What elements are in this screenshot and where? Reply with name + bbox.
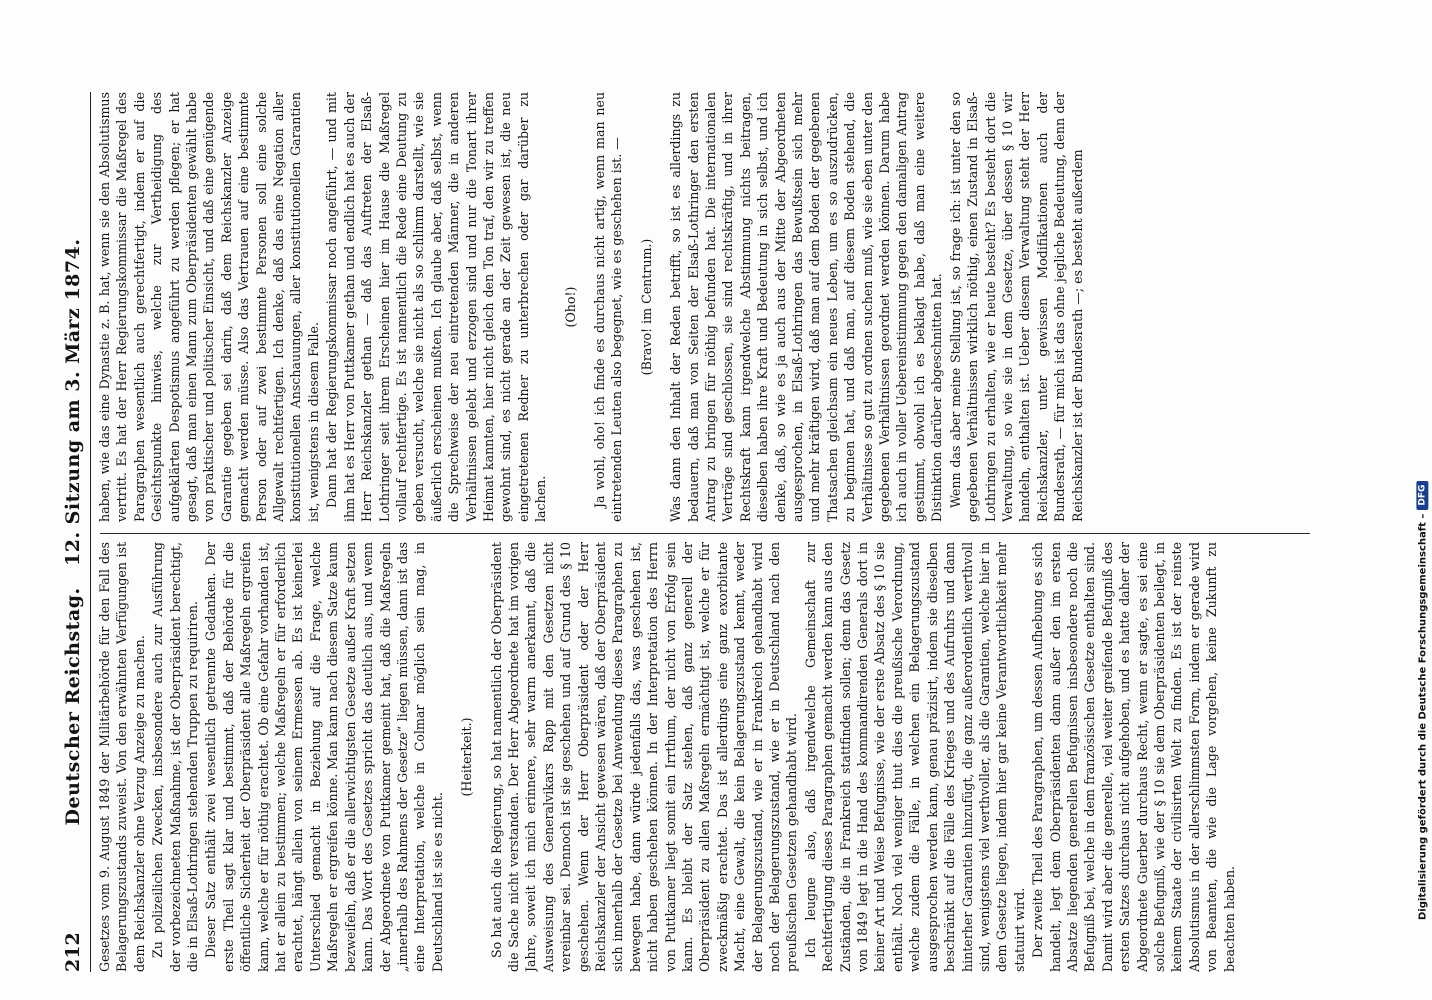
column-divider [100, 533, 1310, 534]
session-title: 12. Sitzung am 3. März 1874. [62, 238, 84, 566]
journal-title: Deutscher Reichstag. [62, 587, 84, 826]
paragraph: Wenn das aber meine Stellung ist, so frage ich: ist unter den so gegebenen Verhältnissen wirklich nöthig, einen Zustand in Elsaß-Lothringen zu erhalten, wie er heute besteht? Es besteht dort die Verwaltung, so wie sie in dem Gesetze, über dessen § 10 wir handeln, enthalten ist. Ueber diesem Verwaltung steht der Herr Reichskanzler, unter gewissen Modifikationen auch der Bundesrath, — für mich ist das ohne jegliche Bedeutung, denn der Reichskanzler ist der Bundesrath —; es besteht außerdem [947, 92, 1085, 522]
paragraph: Dann hat der Regierungskommissar noch angeführt, — und mit ihm hat es Herr von Puttkamer gethan und endlich hat es auch der Herr Reichskanzler gethan — daß das Auftreten der Elsaß-Lothringer seit ihrem Erscheinen hier im Hause die Maßregel vollauf rechtfertige. Es ist namentlich die Rede eine Deutung zu geben versucht, welche sie nicht als so schlimm darstellt, wie sie äußerlich erscheinen mußten. Ich glaube aber, daß selbst, wenn die Sprechweise der neu eintretenden Männer, die in anderen Verhältnissen gelebt und erzogen sind und nur die Tonart ihrer Heimat kannten, hier nicht gleich den Ton traf, den wir zu treffen gewohnt sind, es nicht gerade an der Zeit gewesen ist, die neu eingetretenen Redner zu unterbrechen oder gar darüber zu lachen. [324, 92, 549, 522]
paragraph: Zu polizeilichen Zwecken, insbesondere auch zur Ausführung der vorbezeichneten Maßnahme, ist der Oberpräsident berechtigt, die in Elsaß-Lothringen stehenden Truppen zu requiriren. [150, 542, 201, 972]
page-header [58, 92, 91, 972]
running-title [62, 92, 84, 972]
paragraph: Was dann den Inhalt der Reden betrifft, so ist es allerdings zu bedauern, daß man von Seiten der Elsaß-Lothringer den ersten Antrag zu bringen für nöthig befunden hat. Die internationalen Verträge sind geschlossen, sie sind rechtskräftig, und in ihrer Rechtskraft kann irgendwelche Abstimmung nichts beitragen, dieselben haben ihre Kraft und Bedeutung in sich selbst, und ich denke, daß, so wie es ja auch aus der Mitte der Abgeordneten ausgesprochen, in Elsaß-Lothringen das Bewußtsein sich mehr und mehr kräftigen wird, daß man auf dem Boden der gegebenen Thatsachen gleichsam ein neues Leben, um es so auszudrücken, zu beginnen hat, und daß man, auf diesem Boden stehend, die Verhältnisse so gut zu ordnen suchen muß, wie sie eben unter den gegebenen Verhältnissen geordnet werden können. Darum habe ich auch in voller Uebereinstimmung gegen den damaligen Antrag gestimmt, obwohl ich es beklagt habe, daß man eine weitere Distinktion darüber abgeschnitten hat. [668, 92, 945, 522]
digitization-credit [1416, 481, 1428, 920]
page-number: 212 [62, 932, 84, 972]
paragraph: Gesetzes vom 9. August 1849 der Militärbehörde für den Fall des Belagerungszustands zuweist. Von den erwähnten Verfügungen ist dem Reichskanzler ohne Verzug Anzeige zu machen. [97, 542, 147, 972]
paragraph: Dieser Satz enthält zwei wesentlich getrennte Gedanken. Der erste Theil sagt klar und bestimmt, daß der Behörde für die öffentliche Sicherheit der Oberpräsident alle Maßregeln ergreifen kann, welche er für nöthig erachtet. Ob eine Gefahr vorhanden ist, hat er allein zu bestimmen; welche Maßregeln er für erforderlich erachtet, hängt allein von seinem Ermessen ab. Es ist keinerlei Unterschied gemacht in Beziehung auf die Frage, welche Maßregeln er ergreifen könne. Man kann nach diesem Satze kaum bezweifeln, daß er die allerwichtigsten Gesetze außer Kraft setzen kann. Das Wort des Gesetzes spricht das deutlich aus, und wenn der Abgeordnete von Puttkamer gemeint hat, daß die Maßregeln „innerhalb des Rahmens der Gesetze“ liegen müssen, dann ist das eine Interpretation, welche in Colmar möglich sein mag, in Deutschland ist sie es nicht. [203, 542, 445, 972]
paragraph: Ja wohl, oho! ich finde es durchaus nicht artig, wenn man neu eintretenden Leuten also begegnet, wie es geschehen ist. — [591, 92, 625, 522]
interjection: (Oho!) [562, 286, 578, 328]
paragraph: So hat auch die Regierung, so hat namentlich der Oberpräsident die Sache nicht verstanden. Der Herr Abgeordnete hat im vorigen Jahre, soweit ich mich erinnere, sehr warm anerkannt, daß die Ausweisung des Generalvikars Rapp mit den Gesetzen nicht vereinbar sei. Dennoch ist sie geschehen und auf Grund des § 10 geschehen. Wenn der Herr Oberpräsident oder der Herr Reichskanzler der Ansicht gewesen wären, daß der Oberpräsident sich innerhalb der Gesetze bei Anwendung dieses Paragraphen zu bewegen habe, dann würde jedenfalls das, was geschehen ist, nicht haben geschehen können. In der Interpretation des Herrn von Puttkamer liegt somit ein Irrthum, der nicht von Erfolg sein kann. Es bleibt der Satz stehen, daß ganz generell der Oberpräsident zu allen Maßregeln ermächtigt ist, welche er für zweckmäßig erachtet. Das ist allerdings eine ganz exorbitante Macht, eine Gewalt, die kein Belagerungszustand kennt, weder der Belagerungszustand, wie er in Frankreich gehandhabt wird noch der Belagerungszustand, wie er in Deutschland nach den preußischen Gesetzen gehandhabt wird. [488, 542, 800, 972]
credit-text: Digitalisierung gefördert durch die Deutsche Forschungsgemeinschaft – [1416, 513, 1428, 920]
dfg-logo: DFG [1416, 481, 1428, 510]
left-text-column [96, 542, 1318, 972]
interjection: (Heiterkeit.) [459, 717, 475, 797]
interjection: (Bravo! im Centrum.) [638, 238, 654, 376]
right-text-column [96, 92, 1318, 522]
paragraph: Der zweite Theil des Paragraphen, um dessen Aufhebung es sich handelt, legt dem Oberpräsidenten dann außer den im ersten Absatze liegenden generellen Befugnissen insbesondere noch die Befugniß bei, welche in dem französischen Gesetze enthalten sind. Damit wird aber die generelle, viel weiter greifende Befugniß des ersten Satzes durchaus nicht aufgehoben, und es hatte daher der Abgeordnete Guerber durchaus Recht, wenn er sagte, es sei eine solche Befugniß, wie der § 10 sie dem Oberpräsidenten beilegt, in keinem Staate der civilisirten Welt zu finden. Es ist der reinste Absolutismus in der allerschlimmsten Form, indem er gerade wird von Beamten, die wie die Lage vorgehen, keine Zukunft zu beachten haben. [1030, 542, 1237, 972]
paragraph: Ich leugne also, daß irgendwelche Gemeinschaft zur Rechtfertigung dieses Paragraphen gemacht werden kann aus den Zuständen, die in Frankreich stattfinden sollen; denn das Gesetz von 1849 legt in die Hand des kommandirenden Generals dort in keiner Art und Weise Befugnisse, wie der erste Absatz des § 10 sie enthält. Noch viel weniger thut dies die preußische Verordnung, welche zudem die Fälle, in welchen ein Belagerungszustand ausgesprochen werden kann, genau präzisirt, indem sie dieselben beschränkt auf die Fälle des Krieges und des Aufruhrs und dann hinterher Garantien hinzufügt, die ganz außerordentlich werthvoll sind, wenigstens viel werthvoller, als die Garantien, welche hier in dem Gesetze liegen, indem hier gar keine Verantwortlichkeit mehr statuirt wird. [802, 542, 1027, 972]
paragraph: haben, wie das eine Dynastie z. B. hat, wenn sie den Absolutismus vertritt. Es hat der Herr Regierungskommissar die Maßregel des Paragraphen wesentlich auch gerechtfertigt, indem er auf die Gesichtspunkte hinwies, welche zur Vertheidigung des aufgeklärten Despotismus angeführt zu werden pflegen; er hat gesagt, daß man einen Mann zum Oberpräsidenten gewählt habe von praktischer und politischer Einsicht, und daß eine genügende Garantie gegeben sei darin, daß dem Reichskanzler Anzeige gemacht werden müsse. Also das Vertrauen auf eine bestimmte Person oder auf zwei bestimmte Personen soll eine solche Allgewalt rechtfertigen. Ich denke, daß das eine Negation aller konstitutionellen Anschauungen, aller konstitutionellen Garantien ist, wenigstens in diesem Falle. [97, 92, 321, 522]
